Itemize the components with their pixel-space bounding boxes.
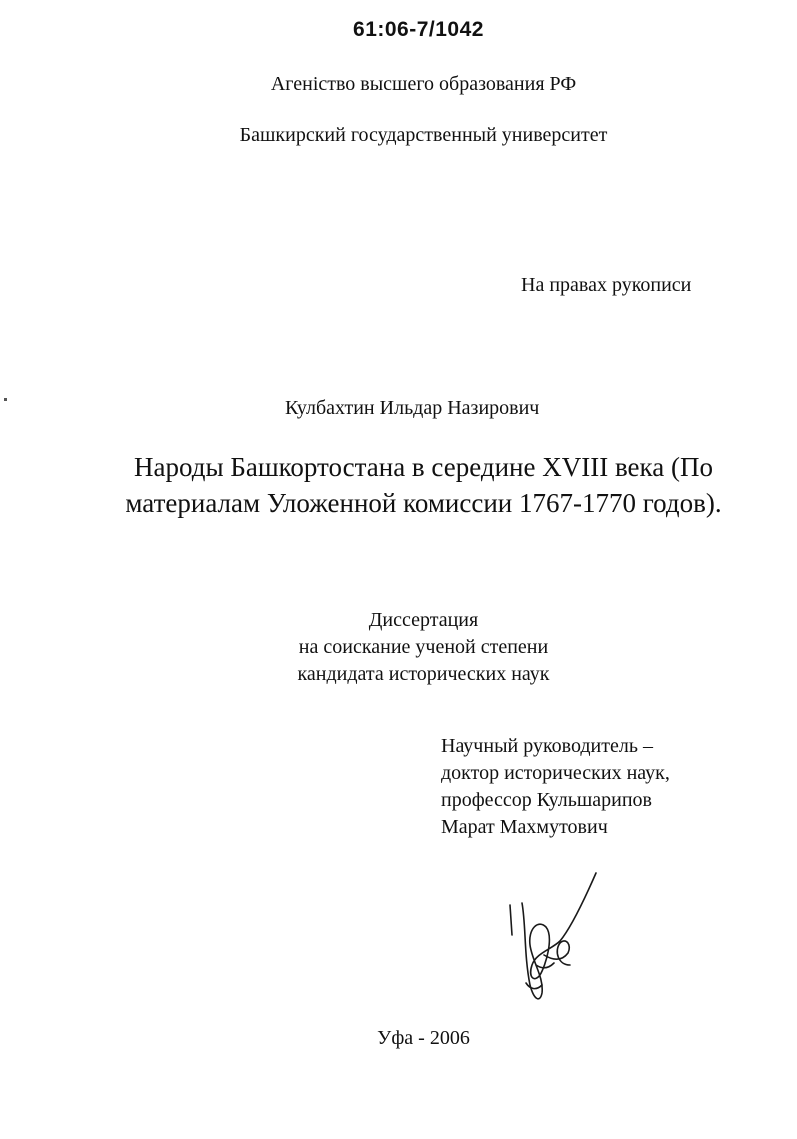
city-year: Уфа - 2006: [377, 1027, 470, 1049]
degree-line-3: кандидата исторических наук: [297, 663, 550, 685]
degree-line-1: Диссертация: [368, 609, 479, 631]
supervisor-line-1: Научный руководитель –: [441, 735, 653, 757]
university-name: Башкирский государственный университет: [239, 124, 608, 146]
supervisor-line-2: доктор исторических наук,: [441, 762, 670, 784]
agency-name: Агенiство высшего образования РФ: [270, 73, 577, 95]
rights-note: На правах рукописи: [521, 274, 692, 296]
title-line-1: Народы Башкортостана в середине XVIII века (По: [134, 452, 713, 482]
catalog-number: 61:06-7/1042: [353, 18, 484, 41]
author-name: Кулбахтин Ильдар Назирович: [285, 397, 540, 419]
title-line-2: материалам Уложенной комиссии 1767-1770 годов).: [125, 488, 722, 518]
margin-dot: [4, 398, 7, 401]
degree-block: [0, 607, 797, 688]
supervisor-line-4: Марат Махмутович: [441, 816, 608, 838]
degree-line-2: на соискание ученой степени: [298, 636, 549, 658]
signature: [496, 865, 616, 1015]
dissertation-title: [0, 449, 797, 521]
supervisor-line-3: профессор Кульшарипов: [441, 789, 652, 811]
supervisor-block: [441, 733, 670, 841]
